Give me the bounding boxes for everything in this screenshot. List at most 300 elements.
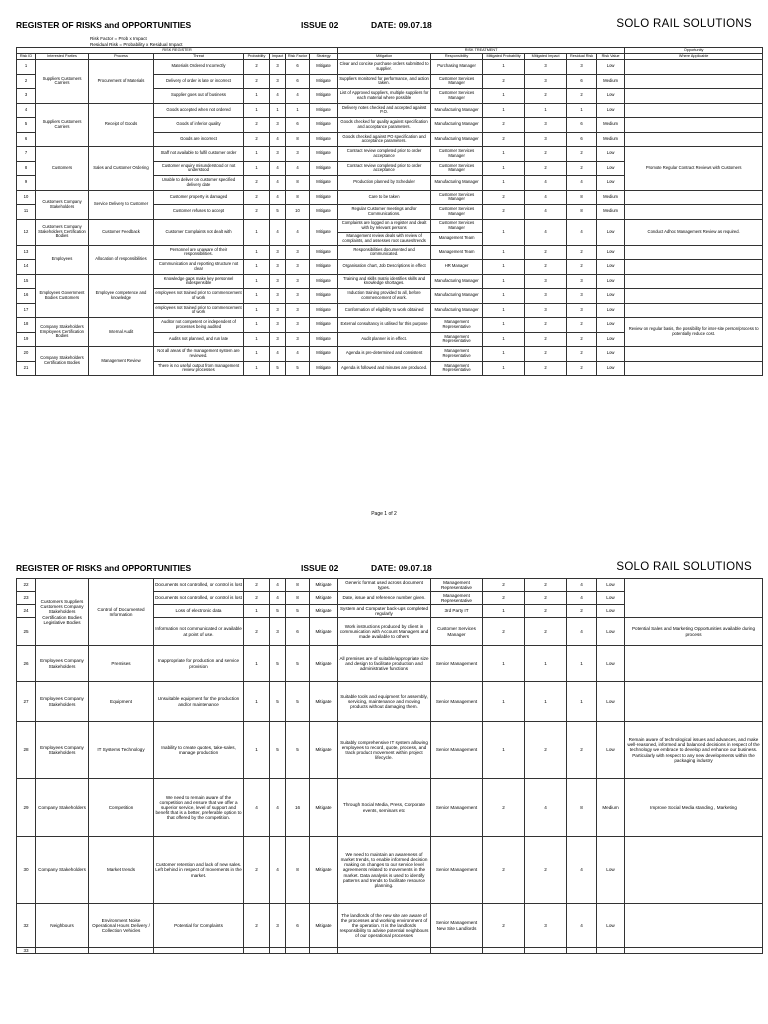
impact-cell: 3 xyxy=(270,332,286,347)
mitigated-impact-cell xyxy=(525,948,567,954)
column-header: Impact xyxy=(270,54,286,60)
threat-cell: Inability to create quotes, take-sales, manage production xyxy=(154,722,244,779)
interested-parties-cell: Company Stakeholders xyxy=(36,837,89,904)
table-row xyxy=(17,147,763,162)
risk-id-cell: 15 xyxy=(17,274,36,289)
mitigated-probability-cell: 2 xyxy=(483,579,525,592)
mitigated-probability-cell: 1 xyxy=(483,289,525,304)
opportunity-cell xyxy=(625,579,763,618)
risk-factor-cell: 8 xyxy=(286,592,310,605)
residual-risk-cell: 4 xyxy=(567,219,597,245)
mitigation-cell: Generic format used across document types. xyxy=(338,579,431,592)
mitigated-probability-cell: 1 xyxy=(483,260,525,275)
impact-cell: 3 xyxy=(270,303,286,318)
risk-id-cell: 18 xyxy=(17,318,36,333)
impact-cell: 4 xyxy=(270,837,286,904)
probability-cell: 2 xyxy=(244,190,270,205)
risk-value-cell: Medium xyxy=(597,190,625,205)
mitigated-impact-cell: 4 xyxy=(525,190,567,205)
residual-risk-cell: 8 xyxy=(567,190,597,205)
probability-cell: 2 xyxy=(244,205,270,220)
mitigation-cell: Agenda is followed and minutes are produced. xyxy=(338,361,431,376)
risk-factor-cell: 3 xyxy=(286,289,310,304)
risk-value-cell: Low xyxy=(597,219,625,245)
probability-cell: 2 xyxy=(244,118,270,133)
process-cell xyxy=(89,948,154,954)
residual-risk-cell: 2 xyxy=(567,605,597,618)
mitigated-impact-cell: 2 xyxy=(525,618,567,646)
process-cell: Receipt of Goods xyxy=(89,103,154,147)
interested-parties-cell: Neighbours xyxy=(36,904,89,948)
mitigation-cell: Date, issue and reference number given. xyxy=(338,592,431,605)
mitigated-impact-cell: 2 xyxy=(525,318,567,333)
column-header: Strategy xyxy=(310,54,338,60)
opportunity-cell xyxy=(625,103,763,118)
probability-cell: 2 xyxy=(244,74,270,89)
threat-cell: Potential for Complaints xyxy=(154,904,244,948)
issue-label: ISSUE 02 xyxy=(301,563,339,573)
strategy-cell: Mitigate xyxy=(310,303,338,318)
residual-risk-cell: 4 xyxy=(567,618,597,646)
probability-cell xyxy=(244,948,270,954)
threat-cell: Goods of inferior quality xyxy=(154,118,244,133)
strategy-cell: Mitigate xyxy=(310,605,338,618)
opportunity-cell xyxy=(625,74,763,89)
threat-cell: Customer Complaints not dealt with xyxy=(154,219,244,245)
residual-risk-cell: 3 xyxy=(567,274,597,289)
opportunity-cell xyxy=(625,303,763,318)
mitigated-impact-cell: 2 xyxy=(525,605,567,618)
mitigation-cell: Work instructions produced by client in communication with Account Managers and made available to others xyxy=(338,618,431,646)
mitigated-probability-cell: 1 xyxy=(483,605,525,618)
risk-factor-cell: 6 xyxy=(286,904,310,948)
threat-cell: Knowledge gaps make key personnel indespensible xyxy=(154,274,244,289)
risk-id-cell: 20 xyxy=(17,347,36,362)
mitigated-impact-cell: 3 xyxy=(525,74,567,89)
table-row xyxy=(17,60,763,75)
process-cell: IT Systems Technology xyxy=(89,722,154,779)
probability-cell: 1 xyxy=(244,274,270,289)
impact-cell: 3 xyxy=(270,60,286,75)
strategy-cell: Mitigate xyxy=(310,289,338,304)
risk-value-cell: Medium xyxy=(597,779,625,837)
risk-factor-cell: 4 xyxy=(286,347,310,362)
impact-cell: 3 xyxy=(270,289,286,304)
threat-cell: Customer refuses to accept xyxy=(154,205,244,220)
strategy-cell: Mitigate xyxy=(310,361,338,376)
opportunity-cell xyxy=(625,60,763,75)
responsibility-cell: Customer Services Manager xyxy=(431,161,483,176)
opportunity-cell xyxy=(625,274,763,289)
strategy-cell: Mitigate xyxy=(310,274,338,289)
threat-cell: Materials Ordered Incorrectly xyxy=(154,60,244,75)
risk-value-cell: Low xyxy=(597,837,625,904)
impact-cell: 4 xyxy=(270,219,286,245)
mitigation-cell: Organisation chart, Job Descriptions in effect xyxy=(338,260,431,275)
mitigation-cell: We need to maintain an awareness of market trends, to enable informed decision making on changes to our service level agreements related to movements in the market. Data analysis is used to identify patterns and trends to facilitate resource planning. xyxy=(338,837,431,904)
process-cell: Equipment xyxy=(89,682,154,722)
strategy-cell: Mitigate xyxy=(310,618,338,646)
threat-cell: Staff not available to fulfil customer order xyxy=(154,147,244,162)
risk-factor-cell xyxy=(286,948,310,954)
risk-treatment-group-header: RISK TREATMENT xyxy=(338,48,625,54)
risk-factor-cell: 5 xyxy=(286,722,310,779)
opportunity-cell xyxy=(625,118,763,133)
table-row xyxy=(17,904,763,948)
table-row xyxy=(17,274,763,289)
residual-risk-cell: 2 xyxy=(567,347,597,362)
responsibility-cell: Senior Management xyxy=(431,646,483,682)
mitigated-probability-cell: 1 xyxy=(483,646,525,682)
opportunity-cell xyxy=(625,837,763,904)
impact-cell: 4 xyxy=(270,779,286,837)
process-cell: Customer Feedback xyxy=(89,219,154,245)
impact-cell: 3 xyxy=(270,74,286,89)
responsibility-cell: Customer Services Manager xyxy=(431,89,483,104)
impact-cell: 3 xyxy=(270,904,286,948)
probability-cell: 1 xyxy=(244,722,270,779)
strategy-cell: Mitigate xyxy=(310,176,338,191)
strategy-cell: Mitigate xyxy=(310,190,338,205)
table-row xyxy=(17,646,763,682)
risk-value-cell: Low xyxy=(597,332,625,347)
threat-cell: Goods are incorrect xyxy=(154,132,244,147)
interested-parties-cell: Customers Company Stakeholders Certification Bodies xyxy=(36,219,89,245)
residual-risk-cell: 3 xyxy=(567,60,597,75)
residual-risk-cell: 4 xyxy=(567,904,597,948)
risk-value-cell: Low xyxy=(597,260,625,275)
strategy-cell: Mitigate xyxy=(310,205,338,220)
mitigated-probability-cell: 1 xyxy=(483,274,525,289)
mitigation-cell: Through Social Media, Press, Corporate events, seminars etc xyxy=(338,779,431,837)
responsibility-cell: Management Representative xyxy=(431,579,483,592)
mitigated-impact-cell: 2 xyxy=(525,592,567,605)
mitigated-impact-cell: 4 xyxy=(525,205,567,220)
residual-risk-cell: 2 xyxy=(567,89,597,104)
threat-cell: Inappropriate for production and service provision xyxy=(154,646,244,682)
residual-risk-cell xyxy=(567,948,597,954)
residual-risk-cell: 2 xyxy=(567,722,597,779)
mitigation-cell: Suitable tools and equipment for assembly, servicing, maintenance and moving products without damaging them. xyxy=(338,682,431,722)
risk-factor-cell: 3 xyxy=(286,303,310,318)
responsibility-cell: Manufacturing Manager xyxy=(431,118,483,133)
impact-cell: 5 xyxy=(270,605,286,618)
mitigated-impact-cell: 2 xyxy=(525,579,567,592)
risk-factor-cell: 1 xyxy=(286,103,310,118)
impact-cell: 3 xyxy=(270,260,286,275)
probability-cell: 1 xyxy=(244,361,270,376)
opportunity-group-header: Opportunity xyxy=(625,48,763,54)
threat-cell: Auditor not competent or independent of processes being audited xyxy=(154,318,244,333)
mitigated-impact-cell: 3 xyxy=(525,904,567,948)
residual-risk-note: Residual Risk = Probability x Residual Impact xyxy=(90,42,183,47)
responsibility-cell: Customer Services Manager xyxy=(431,147,483,162)
column-header: Mitigated Impact xyxy=(525,54,567,60)
interested-parties-cell: Company Stakeholders xyxy=(36,779,89,837)
mitigated-probability-cell: 1 xyxy=(483,332,525,347)
interested-parties-cell: Suppliers Customers Carriers xyxy=(36,103,89,147)
column-header: Mitigation xyxy=(338,54,431,60)
strategy-cell: Mitigate xyxy=(310,260,338,275)
risk-id-cell: 17 xyxy=(17,303,36,318)
strategy-cell: Mitigate xyxy=(310,161,338,176)
mitigated-probability-cell: 1 xyxy=(483,303,525,318)
mitigation-cell: Suitably comprehensive IT system allowing employees to record, quote, process, and track product movement within project lifecycle. xyxy=(338,722,431,779)
residual-risk-cell: 2 xyxy=(567,260,597,275)
impact-cell: 3 xyxy=(270,274,286,289)
threat-cell: Communication and reporting structure not clear xyxy=(154,260,244,275)
mitigated-probability-cell: 1 xyxy=(483,318,525,333)
risk-id-cell: 19 xyxy=(17,332,36,347)
threat-cell: Loss of electronic data xyxy=(154,605,244,618)
column-header: Process xyxy=(89,54,154,60)
responsibility-cell: Management Representative xyxy=(431,332,483,347)
column-header: Residual Risk xyxy=(567,54,597,60)
risk-id-cell: 11 xyxy=(17,205,36,220)
risk-factor-cell: 8 xyxy=(286,190,310,205)
responsibility-cell: Senior Management xyxy=(431,722,483,779)
mitigated-impact-cell: 3 xyxy=(525,60,567,75)
document-title: REGISTER OF RISKS and OPPORTUNITIES xyxy=(16,20,192,30)
mitigated-impact-cell: 4 xyxy=(525,176,567,191)
mitigation-cell: Contract review completed prior to order acceptance xyxy=(338,161,431,176)
mitigated-impact-cell: 2 xyxy=(525,361,567,376)
risk-value-cell: Low xyxy=(597,274,625,289)
risk-value-cell: Low xyxy=(597,89,625,104)
risk-value-cell: Low xyxy=(597,347,625,362)
mitigation-cell: External consultancy is utilised for this purpose xyxy=(338,318,431,333)
process-cell: Premises xyxy=(89,646,154,682)
risk-id-cell: 6 xyxy=(17,132,36,147)
strategy-cell: Mitigate xyxy=(310,779,338,837)
risk-id-cell: 27 xyxy=(17,682,36,722)
threat-cell: There is no useful output from management review processes xyxy=(154,361,244,376)
responsibility-cell: Management Representative xyxy=(431,361,483,376)
probability-cell: 2 xyxy=(244,60,270,75)
risk-value-cell: Low xyxy=(597,579,625,592)
company-name: SOLO RAIL SOLUTIONS xyxy=(616,18,752,30)
probability-cell: 1 xyxy=(244,260,270,275)
threat-cell: Goods accepted when not ordered xyxy=(154,103,244,118)
risk-id-cell: 12 xyxy=(17,219,36,245)
process-cell: Service Delivery to Customer xyxy=(89,190,154,219)
impact-cell: 3 xyxy=(270,147,286,162)
responsibility-cell: Manufacturing Manager xyxy=(431,289,483,304)
interested-parties-cell: Customers Company Stakeholders xyxy=(36,190,89,219)
strategy-cell: Mitigate xyxy=(310,332,338,347)
responsibility-cell: Customer Services Manager xyxy=(431,219,483,232)
threat-cell: Customer property is damaged xyxy=(154,190,244,205)
mitigation-cell: Suppliers monitored for performance, and action taken. xyxy=(338,74,431,89)
page-header xyxy=(16,20,752,34)
risk-id-cell: 22 xyxy=(17,579,36,592)
risk-value-cell: Low xyxy=(597,60,625,75)
risk-value-cell: Low xyxy=(597,176,625,191)
mitigated-probability-cell: 2 xyxy=(483,132,525,147)
risk-id-cell: 16 xyxy=(17,289,36,304)
opportunity-cell: Conduct Adhoc Management Review as required. xyxy=(625,219,763,245)
strategy-cell: Mitigate xyxy=(310,646,338,682)
risk-id-cell: 28 xyxy=(17,722,36,779)
risk-id-cell: 14 xyxy=(17,260,36,275)
residual-risk-cell: 2 xyxy=(567,147,597,162)
mitigated-impact-cell: 2 xyxy=(525,260,567,275)
mitigated-impact-cell: 2 xyxy=(525,837,567,904)
threat-cell: Supplier goes out of business xyxy=(154,89,244,104)
strategy-cell: Mitigate xyxy=(310,837,338,904)
risk-value-cell: Low xyxy=(597,682,625,722)
responsibility-cell: Customer Services Manager xyxy=(431,74,483,89)
mitigated-impact-cell: 2 xyxy=(525,245,567,260)
date-label: DATE: 09.07.18 xyxy=(371,563,432,573)
mitigated-impact-cell: 1 xyxy=(525,646,567,682)
risk-register-table-page-2 xyxy=(16,578,763,954)
risk-value-cell: Low xyxy=(597,161,625,176)
residual-risk-cell: 4 xyxy=(567,176,597,191)
column-header: Interested Parties xyxy=(36,54,89,60)
process-cell: Environment Noise Operational Hours Delivery / Collection Vehicles xyxy=(89,904,154,948)
opportunity-cell xyxy=(625,132,763,147)
risk-register-group-header: RISK REGISTER xyxy=(17,48,338,54)
column-header: Responsibility xyxy=(431,54,483,60)
responsibility-cell: Management Team xyxy=(431,245,483,260)
residual-risk-cell: 4 xyxy=(567,579,597,592)
mitigation-cell: The landlords of the new site are aware of the processes and working environment of the operation. It is the landlords responsibility to advise potential neighbours of our operational processes xyxy=(338,904,431,948)
risk-id-cell: 21 xyxy=(17,361,36,376)
mitigated-probability-cell: 2 xyxy=(483,618,525,646)
mitigated-impact-cell: 1 xyxy=(525,682,567,722)
responsibility-cell: Customer Services Manager xyxy=(431,618,483,646)
process-cell: Control of Documented Information xyxy=(89,579,154,646)
process-cell: Internal Audit xyxy=(89,318,154,347)
risk-id-cell: 7 xyxy=(17,147,36,162)
probability-cell: 1 xyxy=(244,89,270,104)
mitigated-probability-cell: 2 xyxy=(483,837,525,904)
risk-factor-cell: 3 xyxy=(286,245,310,260)
mitigated-probability-cell: 1 xyxy=(483,161,525,176)
table-row xyxy=(17,103,763,118)
mitigation-cell: Goods checked against PO specification and acceptance parameters. xyxy=(338,132,431,147)
column-header: Probability xyxy=(244,54,270,60)
mitigation-cell: Responsibilities documented and communicated. xyxy=(338,245,431,260)
mitigated-probability-cell: 1 xyxy=(483,219,525,245)
responsibility-cell: Manufacturing Manager xyxy=(431,176,483,191)
mitigated-impact-cell: 2 xyxy=(525,147,567,162)
mitigated-probability-cell: 2 xyxy=(483,779,525,837)
impact-cell: 3 xyxy=(270,245,286,260)
opportunity-cell xyxy=(625,948,763,954)
mitigated-probability-cell: 2 xyxy=(483,74,525,89)
table-row xyxy=(17,190,763,205)
strategy-cell: Mitigate xyxy=(310,60,338,75)
mitigated-probability-cell: 2 xyxy=(483,205,525,220)
risk-factor-cell: 6 xyxy=(286,60,310,75)
risk-value-cell: Low xyxy=(597,904,625,948)
risk-factor-cell: 3 xyxy=(286,274,310,289)
interested-parties-cell: Suppliers Customers Carriers xyxy=(36,60,89,104)
residual-risk-cell: 3 xyxy=(567,303,597,318)
mitigated-impact-cell: 4 xyxy=(525,219,567,245)
strategy-cell: Mitigate xyxy=(310,132,338,147)
mitigation-cell: Management review deals with review of complaints, and assesses root causes/trends xyxy=(338,232,431,245)
mitigated-probability-cell: 1 xyxy=(483,147,525,162)
process-cell: Management Review xyxy=(89,347,154,376)
probability-cell: 2 xyxy=(244,837,270,904)
mitigation-cell: Agenda is pre-determined and consistent xyxy=(338,347,431,362)
residual-risk-cell: 6 xyxy=(567,74,597,89)
mitigation-cell: Contract review completed prior to order acceptance xyxy=(338,147,431,162)
risk-id-cell: 4 xyxy=(17,103,36,118)
residual-risk-cell: 4 xyxy=(567,837,597,904)
probability-cell: 1 xyxy=(244,147,270,162)
threat-cell: Unsuitable equipment for the production and/or maintenance xyxy=(154,682,244,722)
column-header: Mitigated Probability xyxy=(483,54,525,60)
interested-parties-cell xyxy=(36,948,89,954)
process-cell: Employee competence and knowledge xyxy=(89,274,154,318)
responsibility-cell: Senior Management New Site Landlords xyxy=(431,904,483,948)
probability-cell: 1 xyxy=(244,682,270,722)
risk-id-cell: 29 xyxy=(17,779,36,837)
probability-cell: 1 xyxy=(244,161,270,176)
risk-value-cell: Low xyxy=(597,103,625,118)
risk-factor-note: Risk Factor = Prob x Impact xyxy=(90,36,147,41)
table-row xyxy=(17,837,763,904)
threat-cell: Unable to deliver on customer specified delivery date xyxy=(154,176,244,191)
opportunity-cell: Improve Social Media standing , Marketing xyxy=(625,779,763,837)
risk-factor-cell: 8 xyxy=(286,132,310,147)
risk-value-cell: Low xyxy=(597,605,625,618)
risk-factor-cell: 8 xyxy=(286,579,310,592)
mitigated-impact-cell: 3 xyxy=(525,303,567,318)
table-row xyxy=(17,318,763,333)
risk-value-cell: Low xyxy=(597,646,625,682)
opportunity-cell xyxy=(625,260,763,275)
mitigated-impact-cell: 3 xyxy=(525,132,567,147)
threat-cell: Customer enquiry misunderstood or not understood xyxy=(154,161,244,176)
mitigation-cell: All premises are of suitable/appropriate size and design to facilitate production and administrative functions xyxy=(338,646,431,682)
opportunity-cell xyxy=(625,347,763,362)
impact-cell: 4 xyxy=(270,161,286,176)
responsibility-cell: Management Representative xyxy=(431,592,483,605)
risk-id-cell: 10 xyxy=(17,190,36,205)
responsibility-cell: Customer Services Manager xyxy=(431,205,483,220)
mitigated-impact-cell: 2 xyxy=(525,722,567,779)
process-cell: Procurement of Materials xyxy=(89,60,154,104)
probability-cell: 2 xyxy=(244,618,270,646)
risk-id-cell: 3 xyxy=(17,89,36,104)
threat-cell: Audits not planned, and run late xyxy=(154,332,244,347)
risk-value-cell: Low xyxy=(597,618,625,646)
opportunity-cell xyxy=(625,205,763,220)
responsibility-cell: Management Representative xyxy=(431,318,483,333)
responsibility-cell: Senior Management xyxy=(431,837,483,904)
strategy-cell: Mitigate xyxy=(310,245,338,260)
probability-cell: 1 xyxy=(244,303,270,318)
strategy-cell: Mitigate xyxy=(310,103,338,118)
page-header xyxy=(16,563,752,577)
risk-factor-cell: 3 xyxy=(286,147,310,162)
table-row xyxy=(17,779,763,837)
interested-parties-cell: Customers xyxy=(36,147,89,191)
page-footer: Page 1 of 2 xyxy=(371,511,397,517)
mitigated-probability-cell: 1 xyxy=(483,245,525,260)
impact-cell: 4 xyxy=(270,89,286,104)
mitigated-probability-cell: 1 xyxy=(483,89,525,104)
risk-value-cell: Medium xyxy=(597,118,625,133)
mitigated-probability-cell: 1 xyxy=(483,361,525,376)
responsibility-cell: Manufacturing Manager xyxy=(431,103,483,118)
responsibility-cell: HR Manager xyxy=(431,260,483,275)
